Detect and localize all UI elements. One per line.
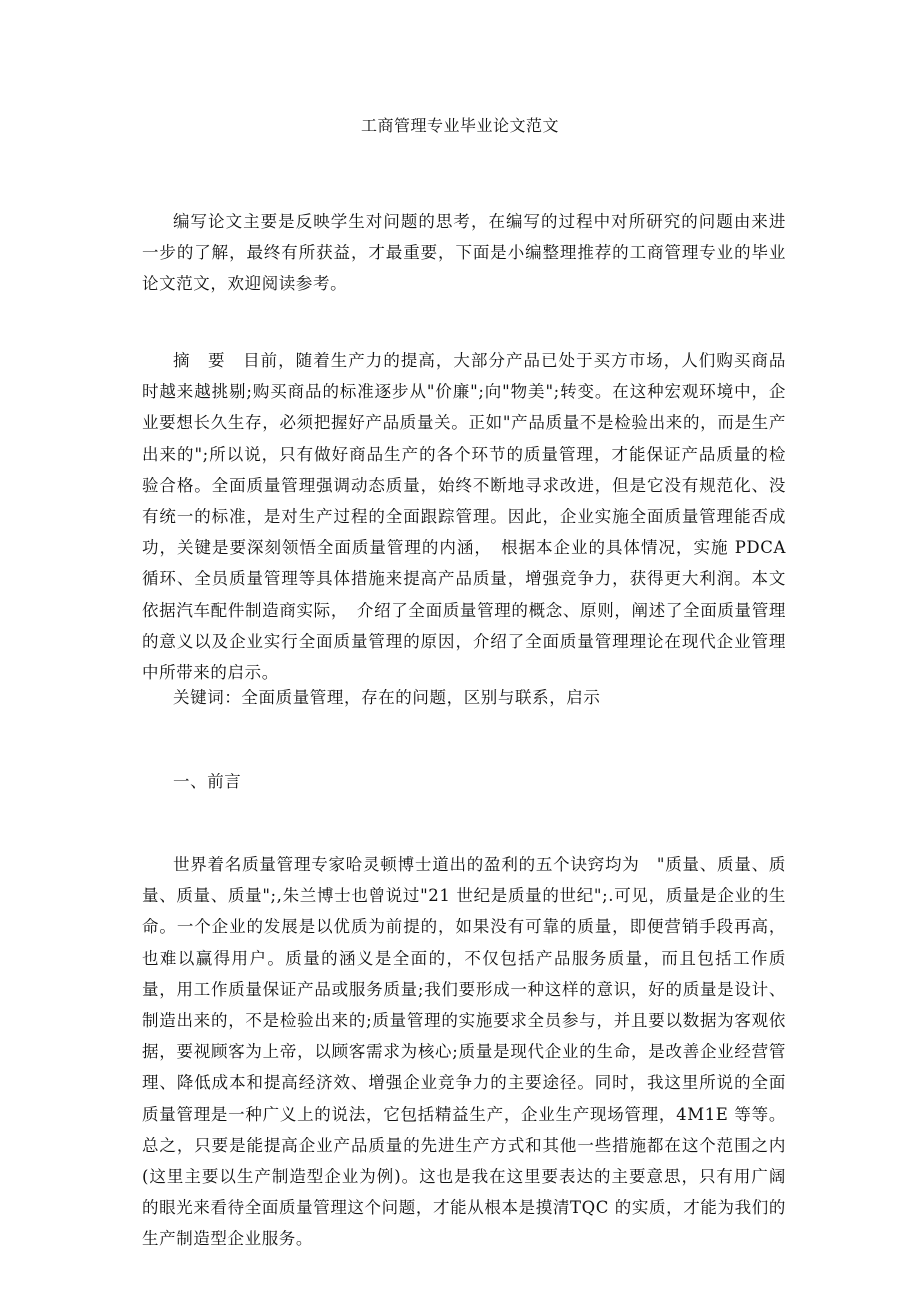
abstract-paragraph: 摘 要 目前，随着生产力的提高，大部分产品已处于买方市场，人们购买商品时越来越挑剔;购买商品的标准逐步从"价廉";向"物美";转变。在这种宏观环境中，企业要想长久生存，必须把握好产品质量关。正如"产品质量不是检验出来的，而是生产出来的";所以说，只有做好商品生产的各个环节的质量管理，才能保证产品质量的检验合格。全面质量管理强调动态质量，始终不断地寻求改进，但是它没有规范化、没有统一的标准，是对生产过程的全面跟踪管理。因此，企业实施全面质量管理能否成功，关键是要深刻领悟全面质量管理的内涵， 根据本企业的具体情况，实施 PDCA 循环、全员质量管理等具体措施来提高产品质量，增强竞争力，获得更大利润。本文依据汽车配件制造商实际， 介绍了全面质量管理的概念、原则，阐述了全面质量管理的意义以及企业实行全面质量管理的原因，介绍了全面质量管理理论在现代企业管理中所带来的启示。	[142, 351, 786, 683]
section-heading: 一、前言	[173, 772, 242, 791]
section-body-paragraph: 世界着名质量管理专家哈灵顿博士道出的盈利的五个诀窍均为 "质量、质量、质量、质量、质量";,朱兰博士也曾说过"21 世纪是质量的世纪";.可见，质量是企业的生命。一个企业的发展是以优质为前提的，如果没有可靠的质量，即便营销手段再高，也难以赢得用户。质量的涵义是全面的，不仅包括产品服务质量，而且包括工作质量，用工作质量保证产品或服务质量;我们要形成一种这样的意识，好的质量是设计、制造出来的，不是检验出来的;质量管理的实施要求全员参与，并且要以数据为客观依据，要视顾客为上帝，以顾客需求为核心;质量是现代企业的生命，是改善企业经营管理、降低成本和提高经济效、增强企业竞争力的主要途径。同时，我这里所说的全面质量管理是一种广义上的说法，它包括精益生产，企业生产现场管理，4M1E 等等。总之，只要是能提高企业产品质量的先进生产方式和其他一些措施都在这个范围之内(这里主要以生产制造型企业为例)。这也是我在这里要表达的主要意思，只有用广阔的眼光来看待全面质量管理这个问题，才能从根本是摸清TQC 的实质，才能为我们的生产制造型企业服务。	[142, 855, 786, 1249]
document-title: 工商管理专业毕业论文范文	[360, 116, 559, 135]
keywords-line: 关键词：全面质量管理，存在的问题，区别与联系，启示	[173, 688, 601, 707]
intro-paragraph: 编写论文主要是反映学生对问题的思考，在编写的过程中对所研究的问题由来进一步的了解，最终有所获益，才最重要，下面是小编整理推荐的工商管理专业的毕业论文范文，欢迎阅读参考。	[142, 212, 786, 294]
